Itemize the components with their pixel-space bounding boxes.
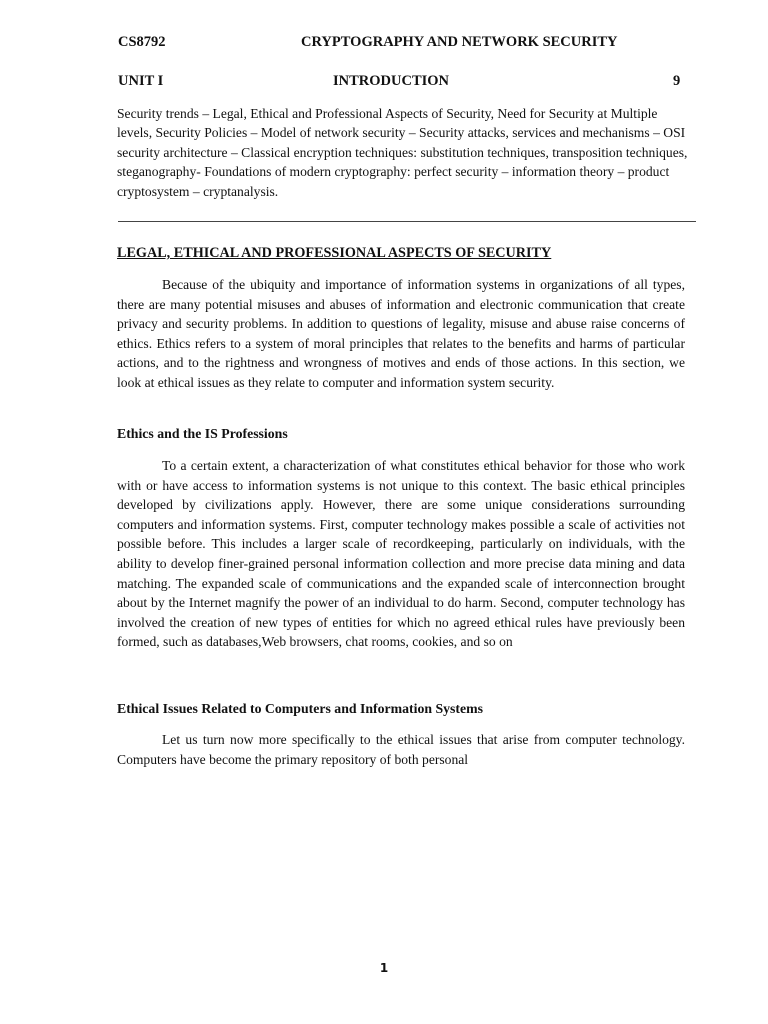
course-code: CS8792	[118, 34, 166, 50]
ethical-issues-paragraph: Let us turn now more specifically to the ethical issues that arise from computer technology. Computers have become the primary repository of both personal	[117, 732, 685, 767]
course-title: CRYPTOGRAPHY AND NETWORK SECURITY	[301, 34, 618, 50]
intro-paragraph: Because of the ubiquity and importance of information systems in organizations of all types, there are many potential misuses and abuses of information and electronic communication that create privacy and security problems. In addition to questions of legality, misuse and abuse raise concerns of ethics. Ethics refers to a system of moral principles that relates to the benefits and harms of particular actions, and to the rightness and wrongness of motives and ends of those actions. In this section, we look at ethical issues as they relate to computer and information system security.	[117, 277, 685, 390]
subsection-heading-ethical-issues: Ethical Issues Related to Computers and Information Systems	[117, 701, 484, 716]
unit-label: UNIT I	[118, 73, 164, 89]
subsection-heading-ethics: Ethics and the IS Professions	[117, 426, 288, 441]
section-title: LEGAL, ETHICAL AND PROFESSIONAL ASPECTS OF SECURITY	[117, 245, 552, 261]
horizontal-divider	[118, 221, 696, 222]
syllabus-text: Security trends – Legal, Ethical and Professional Aspects of Security, Need for Security at Multiple levels, Security Policies – Model of network security – Security attacks, services and mechanisms – OSI security architecture – Classical encryption techniques: substitution techniques, transposition techniques, steganography- Foundations of modern cryptography: perfect security – information theory – product cryptosystem – cryptanalysis.	[117, 106, 688, 199]
unit-hours: 9	[673, 73, 681, 89]
ethics-paragraph: To a certain extent, a characterization of what constitutes ethical behavior for those who work with or have access to information systems is not unique to this context. The basic ethical principles developed by civilizations apply. However, there are some unique considerations surrounding computers and information systems. First, computer technology makes possible a scale of activities not possible before. This includes a larger scale of recordkeeping, particularly on individuals, with the ability to develop finer-grained personal information collection and more precise data mining and data matching. The expanded scale of communications and the expanded scale of interconnection brought about by the Internet magnify the power of an individual to do harm. Second, computer technology has involved the creation of new types of entities for which no agreed ethical rules have previously been formed, such as databases,Web browsers, chat rooms, cookies, and so on	[117, 458, 685, 650]
page-number: 1	[379, 961, 389, 975]
unit-title: INTRODUCTION	[333, 73, 450, 89]
